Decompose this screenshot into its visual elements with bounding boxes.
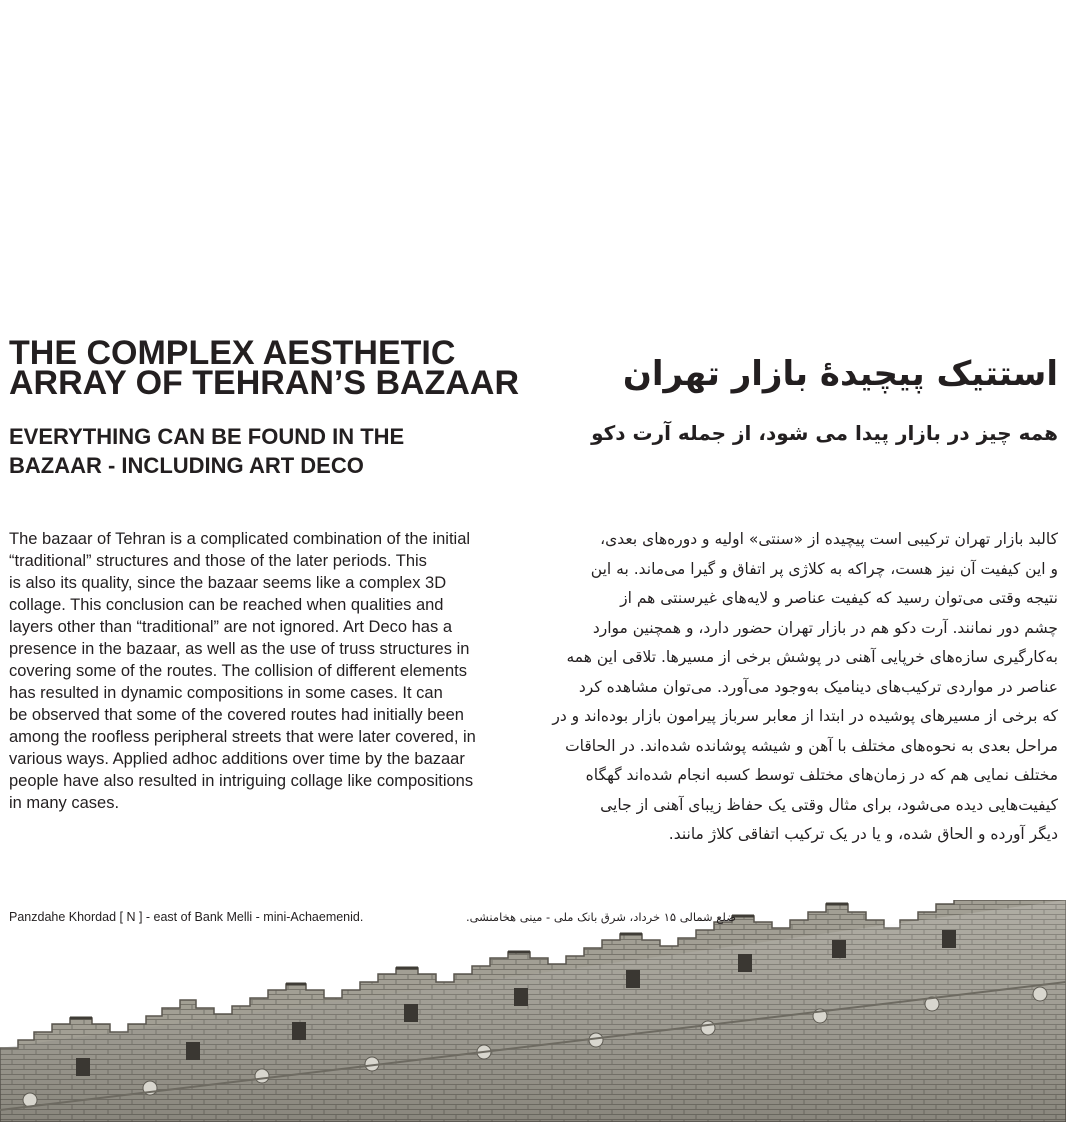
persian-body-line: مختلف نمایی هم که در زمان‌های مختلف توسط کسبه انجام شده‌اند گهگاه bbox=[585, 766, 1058, 784]
persian-body-line: که برخی از مسیرهای پوشیده در ابتدا از معابر سرباز پیرامون بازار بوده‌اند و در bbox=[552, 707, 1058, 725]
persian-body-text bbox=[528, 525, 1058, 850]
english-subtitle bbox=[9, 422, 489, 480]
persian-body-line: کیفیت‌هایی دیده می‌شود، برای مثال وقتی یک حفاظ زیبای آهنی از جایی bbox=[600, 795, 1058, 814]
english-title bbox=[9, 334, 569, 402]
english-title-line-2: ARRAY OF TEHRAN’S BAZAAR bbox=[9, 364, 520, 402]
english-body-line: be observed that some of the covered routes had initially been bbox=[9, 706, 464, 724]
persian-body-line: و این کیفیت آن نیز هست، چراکه به کلاژی پر اتفاق و گیرا می‌ماند. به این bbox=[590, 559, 1058, 578]
persian-body-line: دیگر آورده و الحاق شده، و یا در یک ترکیب اتفاقی کلاژ مانند. bbox=[668, 825, 1058, 843]
persian-body-line: عناصر در مواردی ترکیب‌های دینامیک به‌وجود می‌آورد. می‌توان مشاهده کرد bbox=[578, 677, 1058, 696]
english-subtitle-line-2: BAZAAR - INCLUDING ART DECO bbox=[9, 453, 364, 478]
persian-subtitle: همه چیز در بازار پیدا می شود، از جمله آرت دکو bbox=[591, 421, 1058, 445]
persian-body-line: به‌کارگیری سازه‌های خرپایی آهنی در پوشش برخی از مسیرها. تلاقی این همه bbox=[566, 648, 1058, 666]
english-body-line: among the roofless peripheral streets that were later covered, in bbox=[9, 728, 476, 746]
english-body-line: various ways. Applied adhoc additions over time by the bazaar bbox=[9, 750, 465, 768]
persian-body-line: نتیجه وقتی می‌توان رسید که کیفیت عناصر و لایه‌های غیرسنتی هم از bbox=[620, 589, 1058, 607]
english-body-line: in many cases. bbox=[9, 794, 120, 812]
english-body-line: presence in the bazaar, as well as the use of truss structures in bbox=[9, 640, 470, 658]
persian-title: استتیک پیچیدۀ بازار تهران bbox=[622, 354, 1058, 394]
persian-body-line: مراحل بعدی به نحوه‌های مختلف با آهن و شیشه پوشانده شده‌اند. در الحاقات bbox=[565, 736, 1058, 755]
persian-body-line: کالبد بازار تهران ترکیبی است پیچیده از «سنتی» اولیه و دوره‌های بعدی، bbox=[600, 530, 1058, 548]
english-body-line: collage. This conclusion can be reached when qualities and bbox=[9, 596, 444, 614]
english-body-line: has resulted in dynamic compositions in some cases. It can bbox=[9, 684, 443, 702]
english-photo-caption: Panzdahe Khordad [ N ] - east of Bank Melli - mini-Achaemenid. bbox=[9, 910, 364, 924]
english-body-line: people have also resulted in intriguing collage like compositions bbox=[9, 772, 474, 790]
english-body-line: is also its quality, since the bazaar seems like a complex 3D bbox=[9, 574, 447, 592]
english-title-line-1: THE COMPLEX AESTHETIC bbox=[9, 334, 456, 372]
persian-body-line: چشم دور نمانند. آرت دکو هم در بازار تهران حضور دارد، و همچنین موارد bbox=[592, 618, 1058, 637]
english-body-line: layers other than “traditional” are not ignored. Art Deco has a bbox=[9, 618, 452, 636]
persian-photo-caption: ضلع شمالی ۱۵ خرداد، شرق بانک ملی - مینی هخامنشی. bbox=[465, 910, 736, 924]
english-body-text bbox=[9, 528, 529, 814]
english-body-line: “traditional” structures and those of the later periods. This bbox=[9, 552, 427, 570]
english-body-line: covering some of the routes. The collision of different elements bbox=[9, 662, 467, 680]
english-body-line: The bazaar of Tehran is a complicated combination of the initial bbox=[9, 530, 471, 548]
english-subtitle-line-1: EVERYTHING CAN BE FOUND IN THE bbox=[9, 424, 405, 449]
bazaar-brick-parapet-photo bbox=[0, 900, 1066, 1122]
